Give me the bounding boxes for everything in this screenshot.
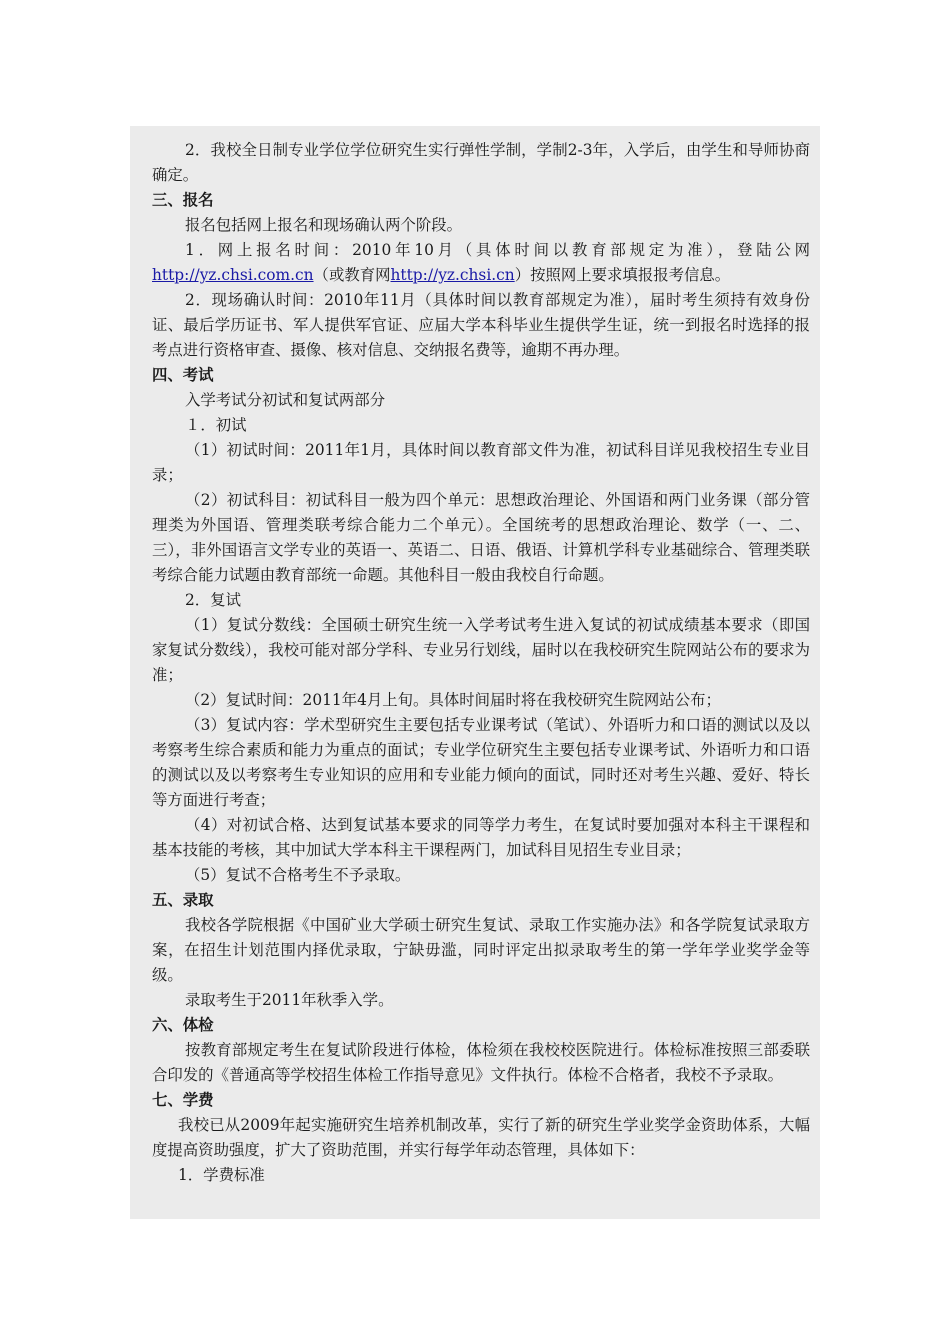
paragraph-tuition-reform: 我校已从2009年起实施研究生培养机制改革，实行了新的研究生学业奖学金资助体系，大幅度提高资助强度，扩大了资助范围，并实行每学年动态管理，具体如下： xyxy=(152,1116,810,1159)
paragraph-online-registration xyxy=(152,238,810,288)
paragraph-enrollment-time: 录取考生于2011年秋季入学。 xyxy=(185,991,394,1009)
paragraph-exam-intro: 入学考试分初试和复试两部分 xyxy=(185,391,386,409)
paragraph-reexam-score-line: （1）复试分数线：全国硕士研究生统一入学考试考生进入复试的初试成绩基本要求（即国家复试分数线），我校可能对部分学科、专业另行划线，届时以在我校研究生院网站公布的要求为准； xyxy=(152,616,810,684)
section-heading-tuition: 七、学费 xyxy=(152,1091,214,1109)
paragraph-preliminary-subjects: （2）初试科目：初试科目一般为四个单元：思想政治理论、外国语和两门业务课（部分管理类为外国语、管理类联考综合能力二个单元）。全国统考的思想政治理论、数学（一、二、三），非外国语言文学专业的英语一、英语二、日语、俄语、计算机学科专业基础综合、管理类联考综合能力试题由教育部统一命题。其他科目一般由我校自行命题。 xyxy=(152,491,810,584)
paragraph-reexam-content: （3）复试内容：学术型研究生主要包括专业课考试（笔试）、外语听力和口语的测试以及以考察考生综合素质和能力为重点的面试；专业学位研究生主要包括专业课考试、外语听力和口语的测试以及以考察考生专业知识的应用和专业能力倾向的面试，同时还对考生兴趣、爱好、特长等方面进行考查； xyxy=(152,716,810,809)
paragraph-admission-rules: 我校各学院根据《中国矿业大学硕士研究生复试、录取工作实施办法》和各学院复试录取方案，在招生计划范围内择优录取，宁缺毋滥，同时评定出拟录取考生的第一学年学业奖学金等级。 xyxy=(152,916,810,984)
paragraph-preliminary-time: （1）初试时间：2011年1月，具体时间以教育部文件为准，初试科目详见我校招生专业目录； xyxy=(152,441,810,484)
subheading-preliminary-exam: １．初试 xyxy=(185,416,247,434)
document-body xyxy=(152,138,810,1188)
section-heading-registration: 三、报名 xyxy=(152,191,214,209)
paragraph-schooling-system: 2．我校全日制专业学位学位研究生实行弹性学制，学制2-3年，入学后，由学生和导师协商确定。 xyxy=(152,141,810,184)
link-yz-chsi-com-cn[interactable]: http://yz.chsi.com.cn xyxy=(152,266,314,284)
paragraph-reexam-fail: （5）复试不合格考生不予录取。 xyxy=(185,866,411,884)
link-yz-chsi-cn[interactable]: http://yz.chsi.cn xyxy=(390,266,515,284)
subheading-reexam: 2．复试 xyxy=(185,591,241,609)
online-registration-text-mid: （或教育网 xyxy=(313,266,391,284)
paragraph-onsite-confirmation: 2．现场确认时间：2010年11月（具体时间以教育部规定为准），届时考生须持有效身份证、最后学历证书、军人提供军官证、应届大学本科毕业生提供学生证，统一到报名时选择的报考点进行资格审查、摄像、核对信息、交纳报名费等，逾期不再办理。 xyxy=(152,291,810,359)
online-registration-text: 1．网上报名时间：2010年10月（具体时间以教育部规定为准），登陆公网 xyxy=(185,241,810,259)
paragraph-equivalent-applicants: （4）对初试合格、达到复试基本要求的同等学力考生，在复试时要加强对本科主干课程和基本技能的考核，其中加试大学本科主干课程两门，加试科目见招生专业目录； xyxy=(152,816,810,859)
paragraph-registration-intro: 报名包括网上报名和现场确认两个阶段。 xyxy=(185,216,463,234)
section-heading-admission: 五、录取 xyxy=(152,891,214,909)
online-registration-text-end: ）按照网上要求填报报考信息。 xyxy=(514,266,731,284)
paragraph-physical-exam: 按教育部规定考生在复试阶段进行体检，体检须在我校校医院进行。体检标准按照三部委联合印发的《普通高等学校招生体检工作指导意见》文件执行。体检不合格者，我校不予录取。 xyxy=(152,1041,810,1084)
paragraph-reexam-time: （2）复试时间：2011年4月上旬。具体时间届时将在我校研究生院网站公布； xyxy=(185,691,721,709)
subheading-tuition-standard: 1．学费标准 xyxy=(178,1166,265,1184)
section-heading-exam: 四、考试 xyxy=(152,366,214,384)
section-heading-physical-exam: 六、体检 xyxy=(152,1016,214,1034)
